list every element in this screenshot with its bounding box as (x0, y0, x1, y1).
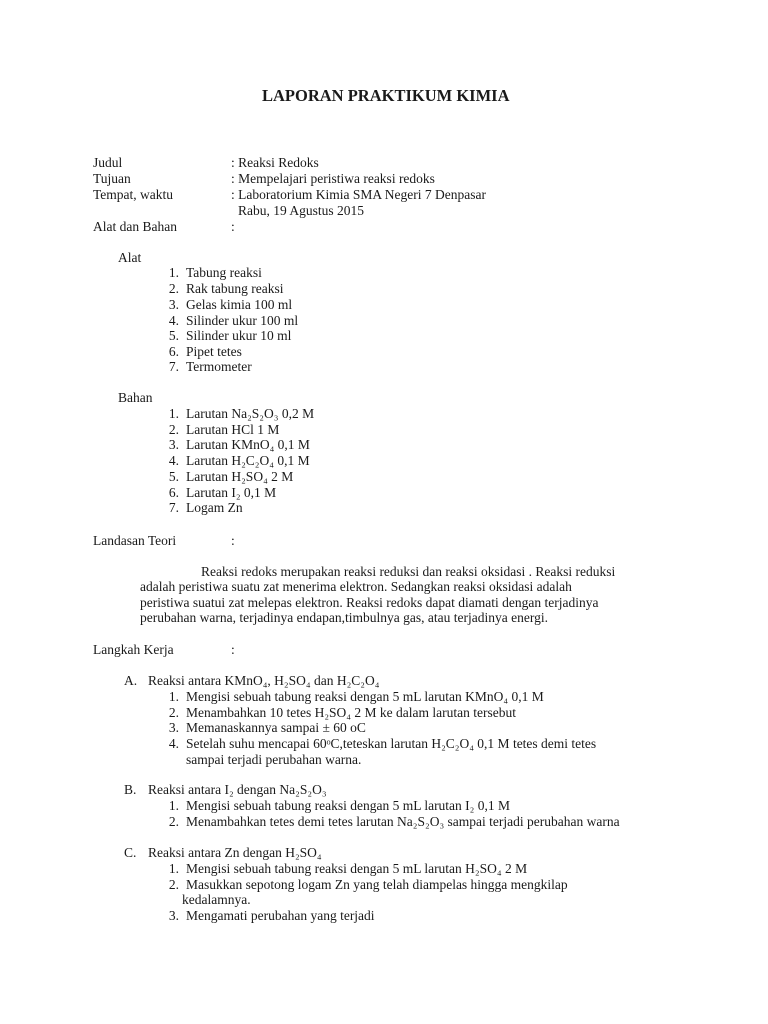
list-number: 3. (168, 297, 179, 312)
step-number: 1. (168, 689, 179, 704)
alat-bahan-colon: : (231, 219, 235, 234)
list-item: Larutan H₂C₂O₄ 0,1 M (186, 453, 310, 468)
step-number: 3. (168, 720, 179, 735)
list-item: Silinder ukur 100 ml (186, 313, 299, 328)
list-number: 5. (168, 469, 179, 484)
step-item: Menambahkan tetes demi tetes larutan Na₂S₂O₃ sampai terjadi perubahan warna (186, 814, 620, 829)
list-number: 6. (168, 344, 179, 359)
step-item-continuation: sampai terjadi perubahan warna. (186, 752, 362, 767)
list-item: Rak tabung reaksi (186, 281, 284, 296)
section-title: Reaksi antara Zn dengan H₂SO₄ (148, 845, 322, 860)
judul-value: : Reaksi Redoks (231, 155, 319, 170)
list-number: 4. (168, 313, 179, 328)
list-number: 1. (168, 406, 179, 421)
list-number: 7. (168, 359, 179, 374)
list-number: 2. (168, 281, 179, 296)
step-item: Mengisi sebuah tabung reaksi dengan 5 mL larutan KMnO₄ 0,1 M (186, 689, 544, 704)
section-letter: A. (124, 673, 138, 688)
section-letter: C. (124, 845, 137, 860)
list-item: Logam Zn (186, 500, 243, 515)
step-item: Memanaskannya sampai ± 60 oC (186, 720, 366, 735)
list-item: Larutan KMnO₄ 0,1 M (186, 437, 310, 452)
step-number: 3. (168, 908, 179, 923)
landasan-teori-label: Landasan Teori (93, 533, 177, 548)
list-number: 1. (168, 265, 179, 280)
tempat-value: : Laboratorium Kimia SMA Negeri 7 Denpasar (231, 187, 486, 202)
step-item: Setelah suhu mencapai 60ᵒC,teteskan larutan H₂C₂O₄ 0,1 M tetes demi tetes (186, 736, 597, 751)
bahan-heading: Bahan (118, 390, 153, 405)
step-number: 4. (168, 736, 179, 751)
landasan-teori-colon: : (231, 533, 235, 548)
list-item: Pipet tetes (186, 344, 242, 359)
section-title: Reaksi antara I₂ dengan Na₂S₂O₃ (148, 782, 327, 797)
paragraph-line: perubahan warna, terjadinya endapan,timbulnya gas, atau terjadinya energi. (140, 610, 548, 625)
waktu-value: Rabu, 19 Agustus 2015 (238, 203, 365, 218)
page-title: LAPORAN PRAKTIKUM KIMIA (262, 86, 510, 105)
list-number: 5. (168, 328, 179, 343)
list-item: Termometer (186, 359, 252, 374)
step-number: 1. (168, 798, 179, 813)
list-number: 2. (168, 422, 179, 437)
alat-heading: Alat (118, 250, 142, 265)
step-item-continuation: kedalamnya. (182, 892, 251, 907)
list-item: Larutan Na₂S₂O₃ 0,2 M (186, 406, 315, 421)
tujuan-value: : Mempelajari peristiwa reaksi redoks (231, 171, 435, 186)
list-item: Larutan H₂SO₄ 2 M (186, 469, 294, 484)
list-number: 7. (168, 500, 179, 515)
section-letter: B. (124, 782, 137, 797)
tempat-waktu-label: Tempat, waktu (93, 187, 174, 202)
list-item: Gelas kimia 100 ml (186, 297, 293, 312)
list-number: 3. (168, 437, 179, 452)
step-number: 2. (168, 877, 179, 892)
section-title: Reaksi antara KMnO₄, H₂SO₄ dan H₂C₂O₄ (148, 673, 380, 688)
step-item: Mengisi sebuah tabung reaksi dengan 5 mL larutan H₂SO₄ 2 M (186, 861, 528, 876)
tujuan-label: Tujuan (93, 171, 131, 186)
alat-bahan-label: Alat dan Bahan (93, 219, 177, 234)
langkah-kerja-colon: : (231, 642, 235, 657)
langkah-kerja-label: Langkah Kerja (93, 642, 174, 657)
paragraph-line: Reaksi redoks merupakan reaksi reduksi dan reaksi oksidasi . Reaksi reduksi (201, 564, 616, 579)
list-item: Larutan I₂ 0,1 M (186, 485, 277, 500)
step-number: 2. (168, 705, 179, 720)
list-item: Tabung reaksi (186, 265, 262, 280)
list-item: Silinder ukur 10 ml (186, 328, 292, 343)
paragraph-line: peristiwa suatui zat melepas elektron. Reaksi redoks dapat diamati dengan terjadinya (140, 595, 599, 610)
paragraph-line: adalah peristiwa suatu zat menerima elektron. Sedangkan reaksi oksidasi adalah (140, 579, 572, 594)
judul-label: Judul (93, 155, 123, 170)
list-number: 4. (168, 453, 179, 468)
step-number: 1. (168, 861, 179, 876)
step-item: Mengamati perubahan yang terjadi (186, 908, 375, 923)
step-item: Menambahkan 10 tetes H₂SO₄ 2 M ke dalam larutan tersebut (186, 705, 516, 720)
list-number: 6. (168, 485, 179, 500)
list-item: Larutan HCl 1 M (186, 422, 280, 437)
step-number: 2. (168, 814, 179, 829)
step-item: Mengisi sebuah tabung reaksi dengan 5 mL larutan I₂ 0,1 M (186, 798, 511, 813)
step-item: Masukkan sepotong logam Zn yang telah diampelas hingga mengkilap (186, 877, 568, 892)
